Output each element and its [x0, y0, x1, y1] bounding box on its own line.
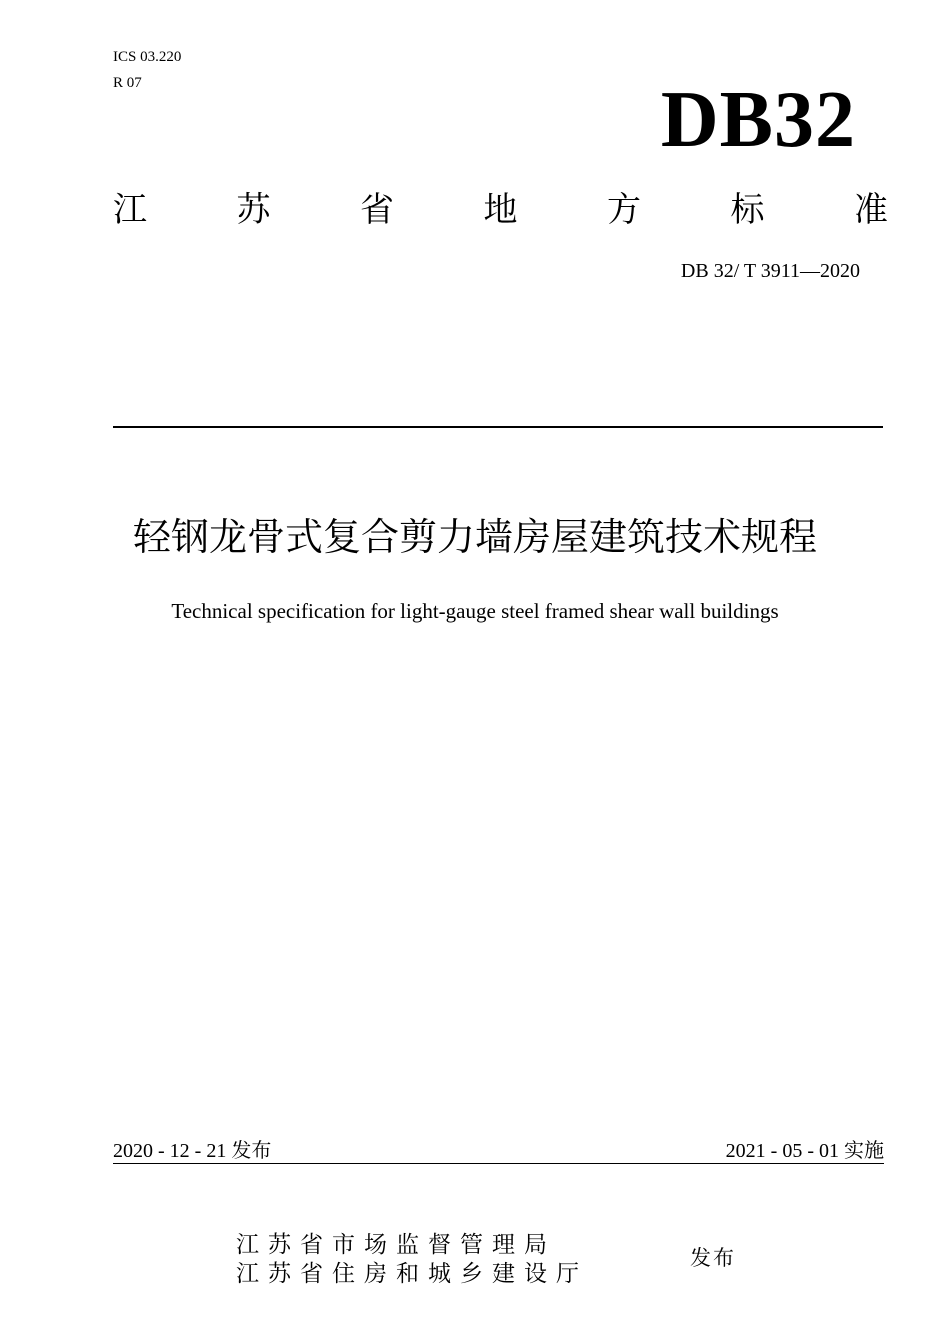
standard-type-char: 苏 [236, 190, 271, 230]
standard-type-char: 地 [483, 190, 518, 230]
standard-type-char: 准 [854, 190, 888, 230]
standard-type-char: 标 [730, 190, 765, 230]
standard-number: DB 32/ T 3911—2020 [680, 260, 860, 282]
issue-date: 2020 - 12 - 21 [113, 1140, 227, 1162]
title-chinese: 轻钢龙骨式复合剪力墙房屋建筑技术规程 [132, 515, 817, 559]
publish-label: 发布 [690, 1246, 736, 1270]
bottom-divider [113, 1163, 884, 1164]
top-divider [113, 426, 883, 428]
implementation-label: 实施 [844, 1138, 884, 1162]
issuer-housing-construction: 江苏省住房和城乡建设厅 [236, 1261, 588, 1287]
issue-label: 发布 [231, 1138, 272, 1162]
implementation-date: 2021 - 05 - 01 [725, 1140, 839, 1162]
category-code: R 07 [113, 75, 142, 91]
standard-type-char: 省 [360, 190, 394, 230]
title-english: Technical specification for light-gauge steel framed shear wall buildings [171, 599, 779, 623]
issuer-market-regulation: 江苏省市场监督管理局 [236, 1232, 556, 1258]
standard-type-heading [113, 185, 888, 235]
issue-date-line [113, 1137, 271, 1164]
standard-type-char: 方 [607, 190, 641, 230]
ics-code: ICS 03.220 [113, 49, 182, 65]
standard-logo: DB32 [660, 76, 856, 164]
implementation-date-line [726, 1137, 884, 1164]
standard-type-char: 江 [113, 190, 147, 230]
